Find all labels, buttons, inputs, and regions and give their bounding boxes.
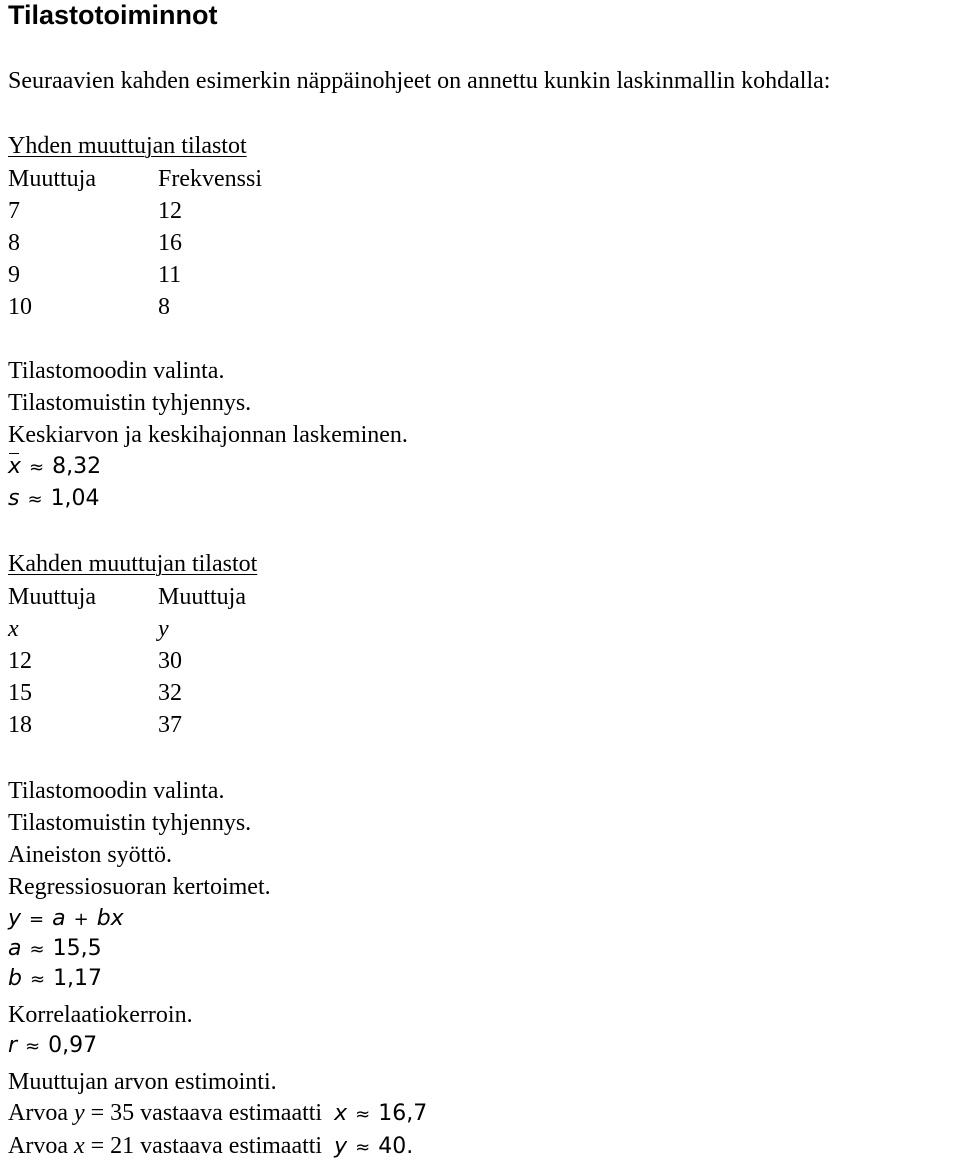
- estimation-label: Muuttujan arvon estimointi.: [8, 1069, 277, 1095]
- estimate-line: Arvoa x = 21 vastaava estimaatti y ≈ 40.: [8, 1133, 414, 1159]
- table-cell: 37: [158, 712, 182, 738]
- table-cell: 8: [8, 230, 20, 256]
- step-text: Regressiosuoran kertoimet.: [8, 874, 271, 900]
- step-text: Tilastomoodin valinta.: [8, 778, 225, 804]
- mean-result: x ≈ 8,32: [8, 452, 101, 483]
- mean-symbol: x: [8, 452, 21, 482]
- one-var-col2-header: Frekvenssi: [158, 166, 262, 192]
- coefficient-b: b ≈ 1,17: [8, 966, 103, 991]
- table-cell: 16: [158, 230, 182, 256]
- coefficient-a: a ≈ 15,5: [8, 936, 102, 961]
- table-cell: 18: [8, 712, 32, 738]
- one-var-heading: Yhden muuttujan tilastot: [8, 133, 247, 159]
- table-cell: 32: [158, 680, 182, 706]
- table-cell: 15: [8, 680, 32, 706]
- table-cell: 11: [158, 262, 182, 288]
- step-text: Keskiarvon ja keskihajonnan laskeminen.: [8, 422, 408, 448]
- step-text: Tilastomuistin tyhjennys.: [8, 390, 252, 416]
- two-var-col1-header: Muuttuja: [8, 584, 96, 610]
- table-cell: 7: [8, 198, 20, 224]
- two-var-col1-var: x: [8, 616, 19, 642]
- table-cell: 30: [158, 648, 182, 674]
- correlation-label: Korrelaatiokerroin.: [8, 1002, 193, 1028]
- two-var-col2-var: y: [158, 616, 169, 642]
- regression-equation: y = a + bx: [8, 906, 124, 931]
- step-text: Aineiston syöttö.: [8, 842, 173, 868]
- table-cell: 8: [158, 294, 170, 320]
- correlation-result: r ≈ 0,97: [8, 1033, 98, 1058]
- one-var-col1-header: Muuttuja: [8, 166, 96, 192]
- two-var-col2-header: Muuttuja: [158, 584, 246, 610]
- stddev-result: s ≈ 1,04: [8, 486, 100, 511]
- table-cell: 10: [8, 294, 32, 320]
- step-text: Tilastomuistin tyhjennys.: [8, 810, 252, 836]
- intro-text: Seuraavien kahden esimerkin näppäinohjeet on annettu kunkin laskinmallin kohdalla:: [8, 68, 831, 94]
- page-title: Tilastotoiminnot: [8, 0, 218, 30]
- estimate-line: Arvoa y = 35 vastaava estimaatti x ≈ 16,7: [8, 1100, 428, 1126]
- step-text: Tilastomoodin valinta.: [8, 358, 225, 384]
- table-cell: 9: [8, 262, 20, 288]
- two-var-heading: Kahden muuttujan tilastot: [8, 551, 258, 577]
- table-cell: 12: [8, 648, 32, 674]
- table-cell: 12: [158, 198, 182, 224]
